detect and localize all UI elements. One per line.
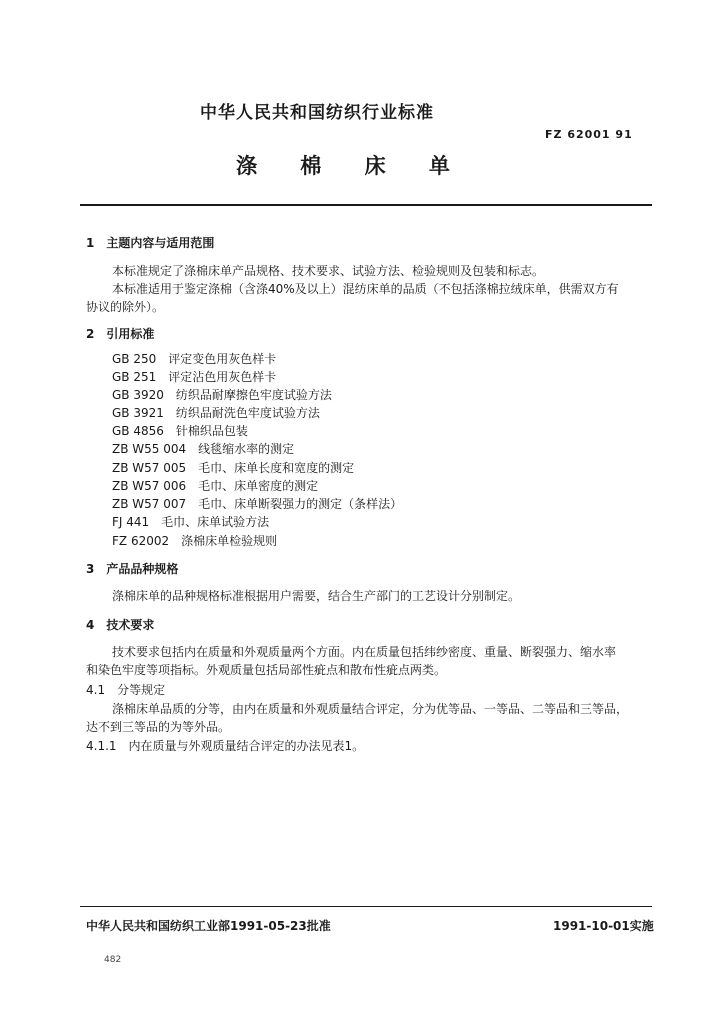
- section-4-paragraph-line-1: 技术要求包括内在质量和外观质量两个方面。内在质量包括纬纱密度、重量、断裂强力、缩水率: [112, 645, 617, 659]
- section-4-heading: 4 技术要求: [86, 618, 155, 632]
- section-1-paragraph-2-line-1: 本标准适用于鉴定涤棉（含涤40%及以上）混纺床单的品质（不包括涤棉拉绒床单，供需双方有: [112, 282, 619, 296]
- section-4-1-heading: 4.1 分等规定: [86, 683, 166, 697]
- document-title: 涤 棉 床 单: [236, 154, 468, 178]
- header-rule: [80, 204, 652, 206]
- section-4-1-paragraph-line-2: 达不到三等品的为等外品。: [86, 720, 231, 734]
- implementation-date: 1991-10-01实施: [553, 919, 654, 933]
- reference-item: ZB W55 004 线毯缩水率的测定: [112, 442, 295, 456]
- page-number: 482: [104, 955, 122, 965]
- section-1-paragraph-2-line-2: 协议的除外）。: [86, 300, 165, 314]
- section-3-heading: 3 产品品种规格: [86, 562, 179, 576]
- standard-number: FZ 62001 91: [545, 128, 633, 141]
- section-1-heading: 1 主题内容与适用范围: [86, 236, 215, 250]
- issuing-organization: 中华人民共和国纺织行业标准: [200, 103, 434, 123]
- reference-item: ZB W57 006 毛巾、床单密度的测定: [112, 479, 319, 493]
- reference-item: GB 250 评定变色用灰色样卡: [112, 352, 277, 366]
- section-2-heading: 2 引用标准: [86, 327, 155, 341]
- reference-item: GB 3920 纺织品耐摩擦色牢度试验方法: [112, 388, 332, 402]
- reference-item: ZB W57 007 毛巾、床单断裂强力的测定（条样法）: [112, 497, 403, 511]
- section-4-1-paragraph-line-1: 涤棉床单品质的分等，由内在质量和外观质量结合评定，分为优等品、一等品、二等品和三等品，: [112, 702, 629, 716]
- reference-item: GB 4856 针棉织品包装: [112, 424, 248, 438]
- section-4-1-1-paragraph: 4.1.1 内在质量与外观质量结合评定的办法见表1。: [86, 739, 365, 753]
- section-4-paragraph-line-2: 和染色牢度等项指标。外观质量包括局部性疵点和散布性疵点两类。: [86, 663, 447, 677]
- approval-line: 中华人民共和国纺织工业部1991-05-23批准: [86, 919, 331, 933]
- reference-item: GB 3921 纺织品耐洗色牢度试验方法: [112, 406, 320, 420]
- section-3-paragraph: 涤棉床单的品种规格标准根据用户需要，结合生产部门的工艺设计分别制定。: [112, 589, 521, 603]
- reference-item: FZ 62002 涤棉床单检验规则: [112, 534, 278, 548]
- footer-rule: [80, 906, 652, 907]
- section-1-paragraph-1: 本标准规定了涤棉床单产品规格、技术要求、试验方法、检验规则及包装和标志。: [112, 264, 545, 278]
- reference-item: GB 251 评定沾色用灰色样卡: [112, 370, 277, 384]
- reference-item: ZB W57 005 毛巾、床单长度和宽度的测定: [112, 461, 355, 475]
- reference-item: FJ 441 毛巾、床单试验方法: [112, 515, 270, 529]
